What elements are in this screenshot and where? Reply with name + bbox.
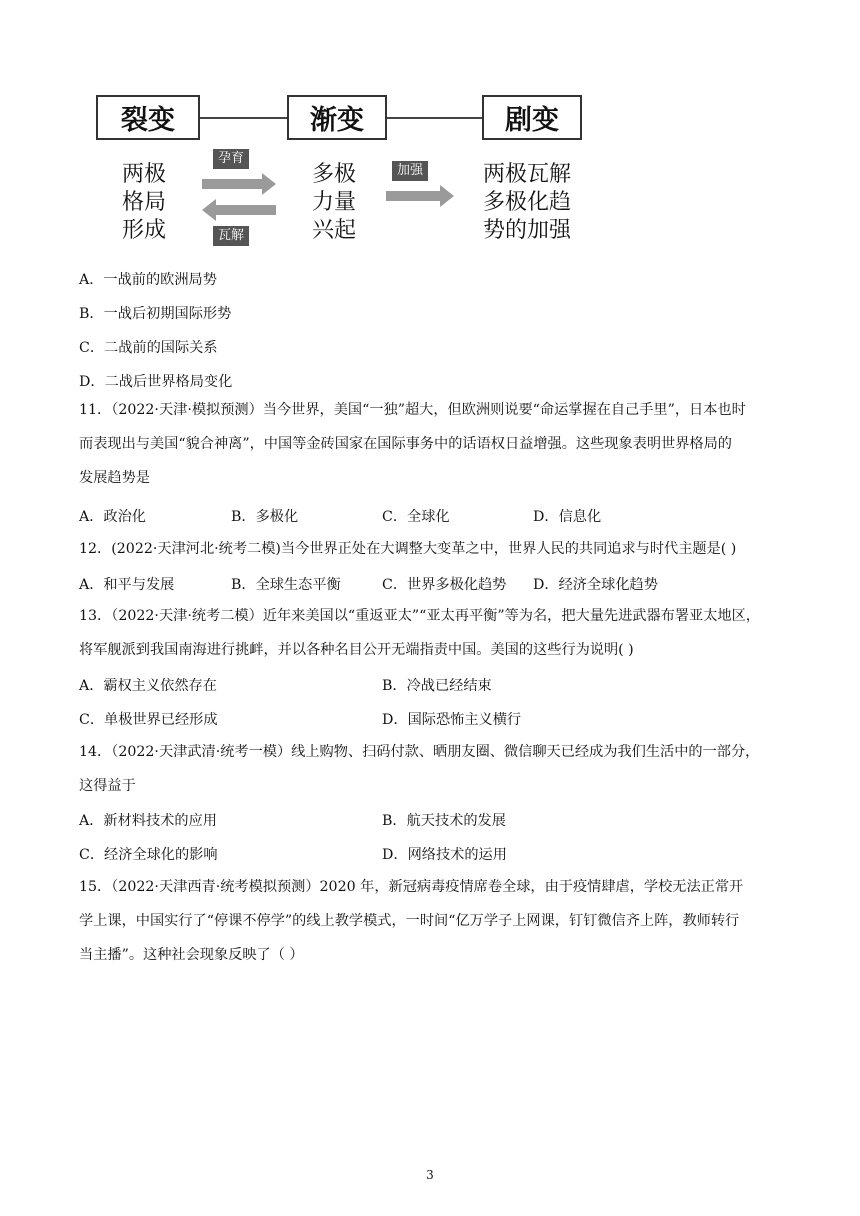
q13-option-b: B．冷战已经结束 xyxy=(382,678,492,694)
arrow-left-icon xyxy=(202,199,276,221)
q10-option-b: B．一战后初期国际形势 xyxy=(79,306,232,322)
tag-wajie: 瓦解 xyxy=(213,226,249,246)
q14-option-a: A．新材料技术的应用 xyxy=(79,813,217,829)
q14-option-b: B．航天技术的发展 xyxy=(382,813,506,829)
q13-option-d: D．国际恐怖主义横行 xyxy=(382,712,522,728)
col2-line: 兴起 xyxy=(312,218,357,243)
stage-box-3: 剧变 xyxy=(482,95,582,140)
q13-option-a: A．霸权主义依然存在 xyxy=(79,678,217,694)
col-text-2 xyxy=(312,161,356,245)
col1-line: 两极 xyxy=(122,162,167,187)
q12-option-d: D．经济全球化趋势 xyxy=(533,577,658,593)
col-text-3 xyxy=(483,161,571,245)
q11-line: 11．（2022·天津·模拟预测）当今世界，美国“一独”超大，但欧洲则说要“命运掌握在自己手里”，日本也时 xyxy=(79,402,746,418)
connector-line-2 xyxy=(387,117,482,119)
q11-option-d: D．信息化 xyxy=(533,509,602,525)
col2-line: 多极 xyxy=(312,162,357,187)
q13-line: 13．（2022·天津·统考二模）近年来美国以“重返亚太”“亚太再平衡”等为名，把大量先进武器布署亚太地区， xyxy=(79,608,760,624)
stage-box-2: 渐变 xyxy=(287,95,387,140)
q10-option-d: D．二战后世界格局变化 xyxy=(79,374,233,390)
q14-option-c: C．经济全球化的影响 xyxy=(79,847,218,863)
q10-option-c: C．二战前的国际关系 xyxy=(79,340,218,356)
q12-option-a: A．和平与发展 xyxy=(79,577,175,593)
q11-option-a: A．政治化 xyxy=(79,509,146,525)
tag-yuyu: 孕育 xyxy=(213,149,249,169)
q11-option-b: B．多极化 xyxy=(231,509,299,525)
q11-line: 发展趋势是 xyxy=(79,470,150,486)
q15-stem xyxy=(79,870,781,972)
q11-stem xyxy=(79,393,781,495)
q14-line: 14．（2022·天津武清·统考一模）线上购物、扫码付款、晒朋友圈、微信聊天已经成为我们生活中的一部分， xyxy=(79,744,760,760)
q14-option-d: D．网络技术的运用 xyxy=(382,847,507,863)
col1-line: 形成 xyxy=(122,218,167,243)
col3-line: 多极化趋 xyxy=(483,190,572,215)
history-diagram xyxy=(96,95,588,253)
q11-line: 而表现出与美国“貌合神离”，中国等金砖国家在国际事务中的话语权日益增强。这些现象表明世界格局的 xyxy=(79,436,732,452)
page-number: 3 xyxy=(426,1168,434,1182)
q14-line: 这得益于 xyxy=(79,778,136,794)
q15-line: 当主播”。这种社会现象反映了（ ） xyxy=(79,947,304,963)
col2-line: 力量 xyxy=(312,190,357,215)
arrow-right-icon xyxy=(202,173,276,195)
q13-line: 将军舰派到我国南海进行挑衅，并以各种名目公开无端指责中国。美国的这些行为说明( ) xyxy=(79,642,634,658)
q15-line: 15．（2022·天津西青·统考模拟预测）2020 年，新冠病毒疫情席卷全球，由于疫情肆虐，学校无法正常开 xyxy=(79,879,744,895)
q13-stem xyxy=(79,599,781,667)
q10-option-a: A．一战前的欧洲局势 xyxy=(79,272,217,288)
q12-option-b: B．全球生态平衡 xyxy=(231,577,341,593)
q12-option-c: C．世界多极化趋势 xyxy=(382,577,507,593)
col-text-1 xyxy=(122,161,166,245)
q13-option-c: C．单极世界已经形成 xyxy=(79,712,218,728)
q12-line: 12．(2022·天津河北·统考二模)当今世界正处在大调整大变革之中，世界人民的共同追求与时代主题是( ) xyxy=(79,541,737,557)
arrow-strengthen-icon xyxy=(386,185,454,207)
tag-jiaqiang: 加强 xyxy=(392,161,428,181)
q14-stem xyxy=(79,735,781,803)
stage-box-1: 裂变 xyxy=(96,95,200,140)
col3-line: 势的加强 xyxy=(483,218,572,243)
q11-option-c: C．全球化 xyxy=(382,509,450,525)
col1-line: 格局 xyxy=(122,190,167,215)
col3-line: 两极瓦解 xyxy=(483,162,572,187)
q12-stem xyxy=(79,532,781,566)
q15-line: 学上课，中国实行了“停课不停学”的线上教学模式，一时间“亿万学子上网课，钉钉微信齐上阵，教师转行 xyxy=(79,913,740,929)
